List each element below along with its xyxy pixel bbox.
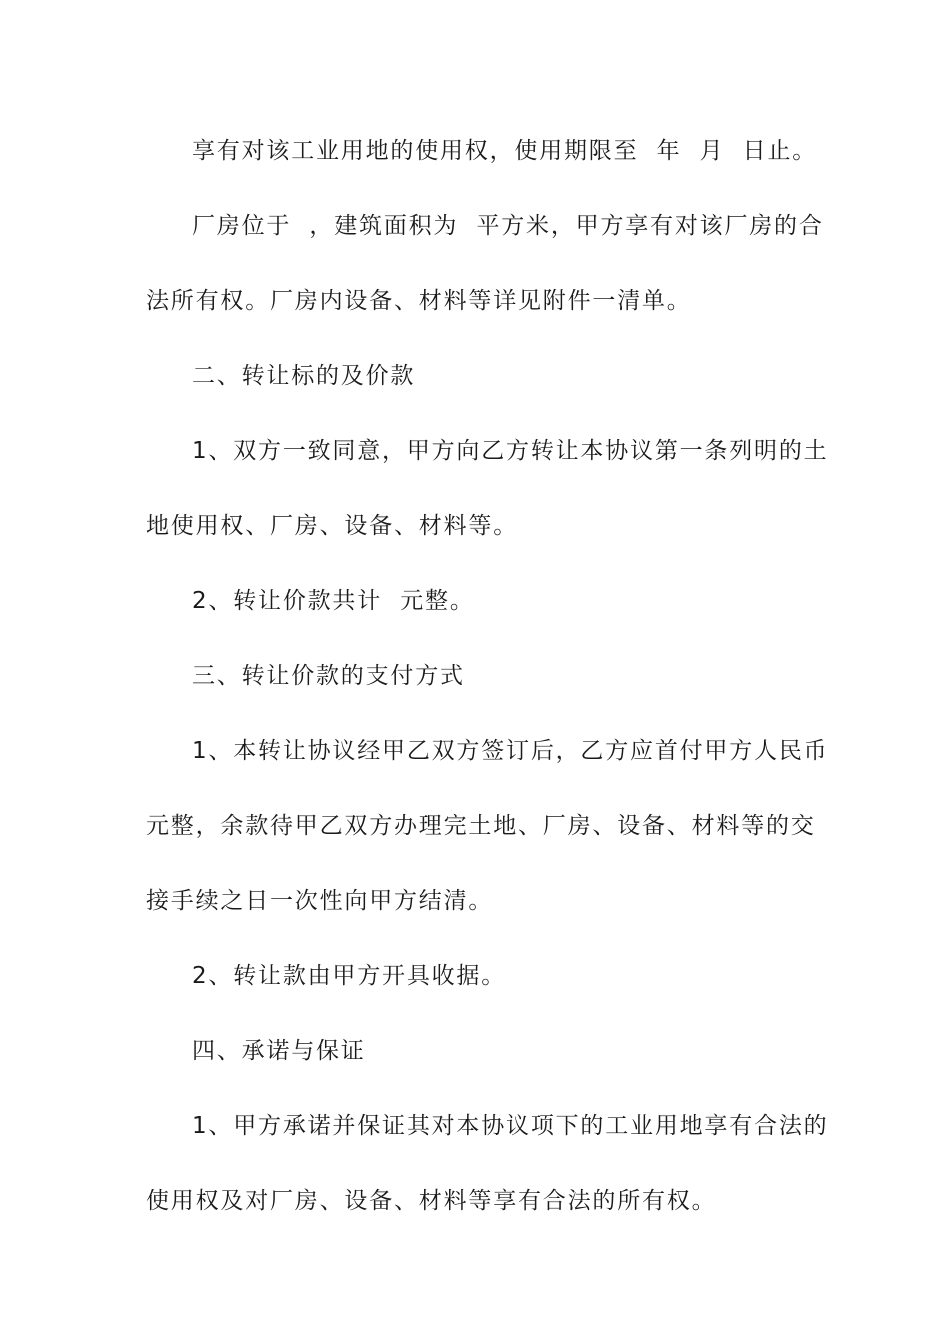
paragraph-line: 元整，余款待甲乙双方办理完土地、厂房、设备、材料等的交 [146, 813, 816, 839]
paragraph-line: 2、转让价款共计 元整。 [192, 588, 475, 614]
paragraph-line: 2、转让款由甲方开具收据。 [192, 963, 507, 989]
paragraph-line: 使用权及对厂房、设备、材料等享有合法的所有权。 [146, 1188, 717, 1214]
paragraph-line: 1、甲方承诺并保证其对本协议项下的工业用地享有合法的 [192, 1113, 829, 1139]
paragraph-line: 1、本转让协议经甲乙双方签订后，乙方应首付甲方人民币 [192, 738, 829, 764]
paragraph-line: 法所有权。厂房内设备、材料等详见附件一清单。 [146, 288, 692, 314]
paragraph-line: 厂房位于 ，建筑面积为 平方米，甲方享有对该厂房的合 [192, 213, 824, 239]
section-heading: 四、承诺与保证 [192, 1038, 366, 1064]
section-heading: 三、转让价款的支付方式 [192, 663, 465, 689]
paragraph-line: 1、双方一致同意，甲方向乙方转让本协议第一条列明的土 [192, 438, 829, 464]
section-heading: 二、转让标的及价款 [192, 363, 416, 389]
paragraph-line: 享有对该工业用地的使用权，使用期限至 年 月 日止。 [192, 138, 818, 164]
paragraph-line: 地使用权、厂房、设备、材料等。 [146, 513, 518, 539]
paragraph-line: 接手续之日一次性向甲方结清。 [146, 888, 494, 914]
document-body [146, 126, 829, 1251]
